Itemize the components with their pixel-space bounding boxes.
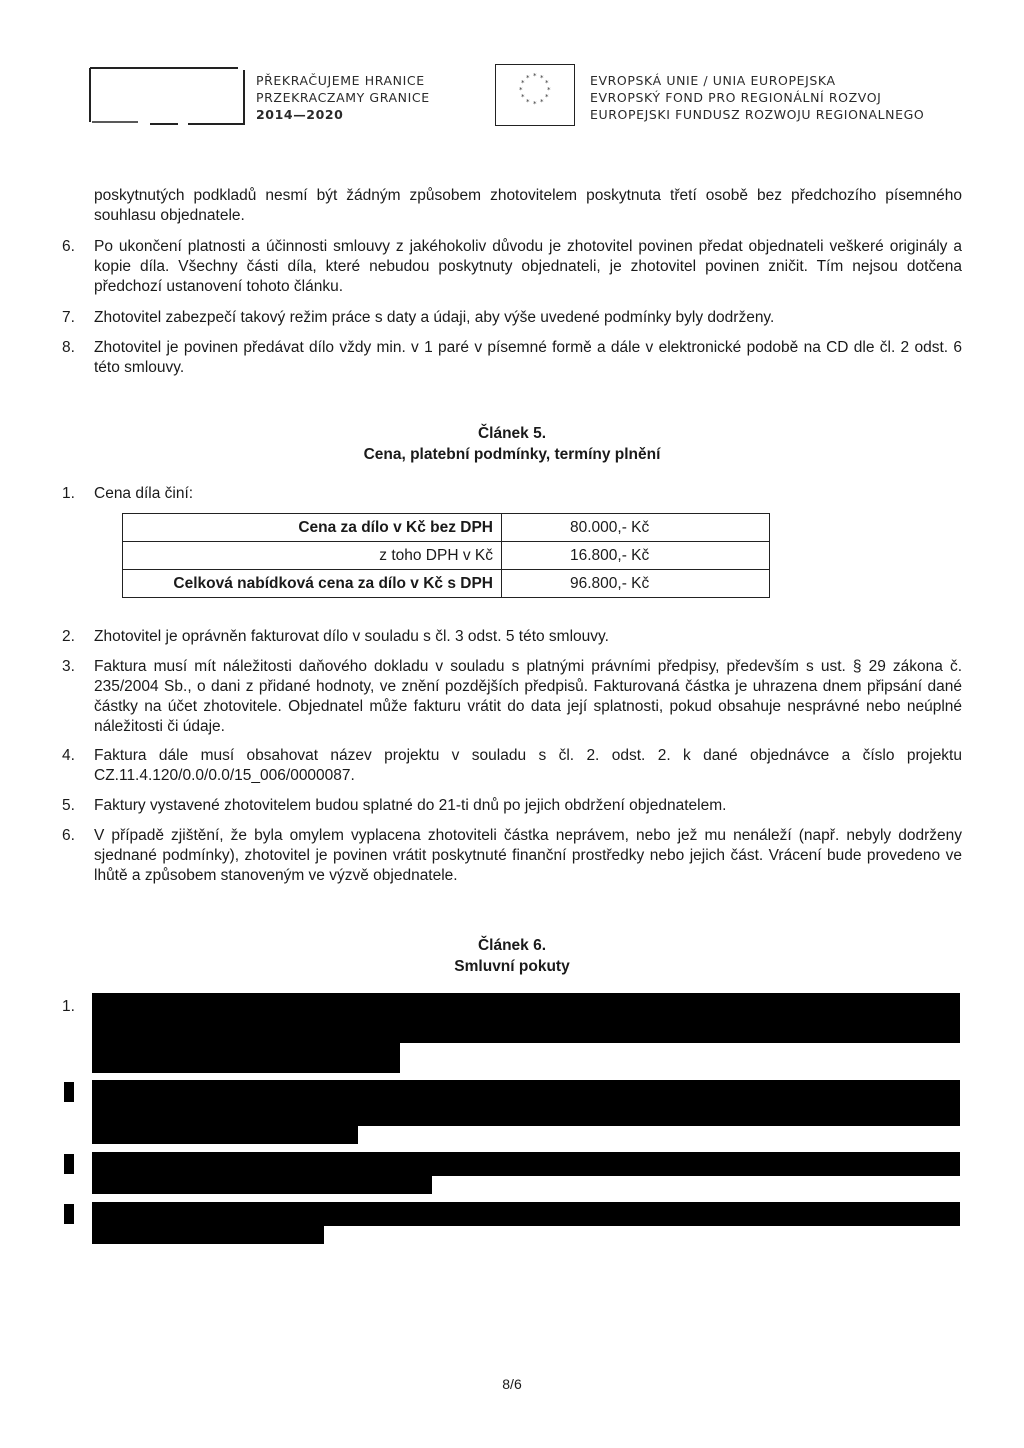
- item-number: 6.: [62, 827, 75, 844]
- eu-line-3: EUROPEJSKI FUNDUSZ ROZWOJU REGIONALNEGO: [590, 107, 925, 122]
- item-text: Zhotovitel je oprávněn fakturovat dílo v souladu s čl. 3 odst. 5 této smlouvy.: [94, 628, 609, 645]
- table-row: [123, 514, 770, 542]
- item-text: Faktury vystavené zhotovitelem budou splatné do 21-ti dnů po jejich obdržení objednatelem.: [94, 797, 727, 814]
- table-row: [123, 570, 770, 598]
- redaction-block: [92, 1126, 358, 1144]
- price-intro: Cena díla činí:: [94, 485, 194, 502]
- redaction-marker: [64, 1204, 74, 1224]
- table-row: [123, 542, 770, 570]
- redaction-marker: [64, 1082, 74, 1102]
- svg-text:*: *: [521, 93, 525, 101]
- item-text: V případě zjištění, že byla omylem vyplacena zhotoviteli částka neprávem, nebo jež mu nenáleží (např. nebyly dodrženy sjednané podmínky), zhotovitel je povinen vrátit poskytnuté finanční prostředky nebo jejich část. Vrácení bude provedeno ve lhůtě a způsobem stanoveným ve výzvě objednatele.: [94, 827, 962, 884]
- svg-text:*: *: [545, 93, 549, 101]
- item-text: Zhotovitel zabezpečí takový režim práce s daty a údaji, aby výše uvedené podmínky byly dodrženy.: [94, 309, 775, 326]
- program-line-1: PŘEKRAČUJEME HRANICE: [256, 73, 425, 88]
- eu-line-1: EVROPSKÁ UNIE / UNIA EUROPEJSKA: [590, 73, 836, 88]
- svg-text:*: *: [533, 72, 537, 80]
- item-text: Faktura musí mít náležitosti daňového dokladu v souladu s platnými právními předpisy, především s ust. § 29 zákona č. 235/2004 Sb., o dani z přidané hodnoty, ve znění pozdějších předpisů. Fakturovaná částka je uhrazena dnem připsání dané částky na účet zhotovitele. Objednatel může fakturu vrátit do data její splatnosti, pokud obsahuje nesprávné nebo neúplné náležitosti či údaje.: [94, 658, 962, 735]
- redaction-block: [92, 1176, 432, 1194]
- page-number: 8/6: [502, 1376, 522, 1392]
- intro-paragraph: poskytnutých podkladů nesmí být žádným způsobem zhotovitelem poskytnuta třetí osobě bez předchozího písemného souhlasu objednatele.: [94, 187, 962, 224]
- item-number: 4.: [62, 747, 75, 764]
- price-label: Cena za dílo v Kč bez DPH: [123, 514, 502, 542]
- svg-text:*: *: [526, 98, 530, 106]
- price-value: 96.800,- Kč: [502, 570, 770, 598]
- redaction-block: [92, 1043, 400, 1073]
- article-6-heading: Článek 6.: [477, 937, 547, 954]
- eu-flag-stars-icon: [496, 65, 574, 125]
- redaction-block: [92, 1226, 324, 1244]
- item-number: 2.: [62, 628, 75, 645]
- svg-text:*: *: [547, 86, 551, 94]
- svg-text:*: *: [540, 98, 544, 106]
- item-text: Zhotovitel je povinen předávat dílo vždy min. v 1 paré v písemné formě a dále v elektronické podobě na CD dle čl. 2 odst. 6 této smlouvy.: [94, 339, 962, 376]
- item-number: 7.: [62, 309, 75, 326]
- item-number: 1.: [62, 485, 75, 502]
- item-number: 8.: [62, 339, 75, 356]
- program-logo-bracket-icon: [88, 66, 246, 126]
- article-5-title: Cena, platební podmínky, termíny plnění: [363, 446, 661, 463]
- redaction-block: [92, 1152, 960, 1176]
- program-name: [256, 72, 430, 123]
- price-label: z toho DPH v Kč: [123, 542, 502, 570]
- item-text: Faktura dále musí obsahovat název projektu v souladu s čl. 2. odst. 2. k dané objednávce a číslo projektu CZ.11.4.120/0.0/0.0/15_006/0000087.: [94, 747, 962, 784]
- svg-text:*: *: [540, 74, 544, 82]
- item-number: 3.: [62, 658, 75, 675]
- redaction-block: [92, 1080, 960, 1126]
- article-5-heading: Článek 5.: [477, 425, 547, 442]
- price-table: [122, 513, 770, 598]
- svg-text:*: *: [526, 74, 530, 82]
- article-6-title: Smluvní pokuty: [454, 958, 570, 975]
- program-line-3: 2014—2020: [256, 107, 344, 122]
- price-value: 16.800,- Kč: [502, 542, 770, 570]
- price-value: 80.000,- Kč: [502, 514, 770, 542]
- price-label: Celková nabídková cena za dílo v Kč s DPH: [123, 570, 502, 598]
- svg-text:*: *: [519, 86, 523, 94]
- item-number: 5.: [62, 797, 75, 814]
- redaction-marker: [64, 1154, 74, 1174]
- item-number: 1.: [62, 998, 75, 1015]
- svg-text:*: *: [521, 79, 525, 87]
- item-text: Po ukončení platnosti a účinnosti smlouvy z jakéhokoliv důvodu je zhotovitel povinen předat objednateli veškeré originály a kopie díla. Všechny části díla, které nebudou poskytnuty objednateli, je zhotovitel povinen zničit. Tím nejsou dotčena předchozí ustanovení tohoto článku.: [94, 238, 962, 295]
- program-line-2: PRZEKRACZAMY GRANICE: [256, 90, 430, 105]
- item-number: 6.: [62, 238, 75, 255]
- eu-flag-logo: [495, 64, 575, 126]
- program-logo-frame: [88, 66, 246, 126]
- eu-fund-name: [590, 72, 924, 123]
- eu-line-2: EVROPSKÝ FOND PRO REGIONÁLNÍ ROZVOJ: [590, 90, 882, 105]
- svg-text:*: *: [545, 79, 549, 87]
- redaction-block: [92, 1202, 960, 1226]
- redaction-block: [92, 993, 960, 1043]
- svg-text:*: *: [533, 100, 537, 108]
